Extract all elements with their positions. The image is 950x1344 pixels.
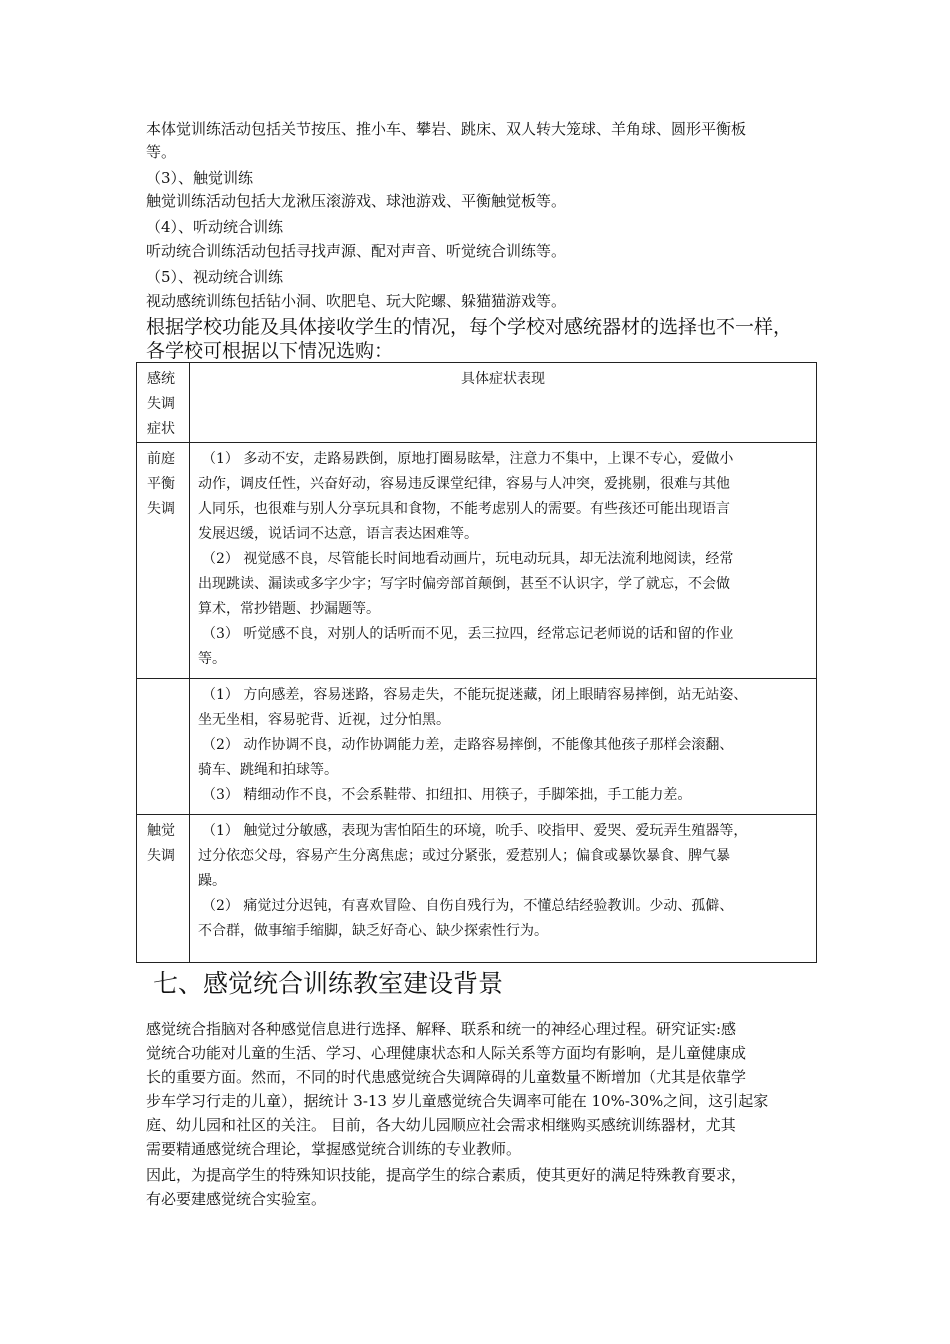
- row-content-proprioceptive: （1） 方向感差，容易迷路，容易走失，不能玩捉迷藏，闭上眼睛容易摔倒，站无站姿、 坐无坐相，容易驼背、近视，过分怕黑。 （2） 动作协调不良，动作协调能力差，走路容易摔倒，不能像其他孩子那样会滚翻、 骑车、跳绳和拍球等。 （3） 精细动作不良，不会系鞋带、扣纽扣、用筷子，手脚笨拙，手工能力差。: [190, 679, 817, 815]
- lead-line-1: 根据学校功能及具体接收学生的情况，每个学校对感统器材的选择也不一样，: [146, 316, 793, 338]
- symptom-table: [136, 362, 817, 963]
- section-7-line: 感觉统合指脑对各种感觉信息进行选择、解释、联系和统一的神经心理过程。研究证实:感: [146, 1020, 737, 1038]
- section-7-line: 觉统合功能对儿童的生活、学习、心理健康状态和人际关系等方面均有影响，是儿童健康成: [146, 1044, 747, 1062]
- row-content-tactile: （1） 触觉过分敏感，表现为害怕陌生的环境，吮手、咬指甲、爱哭、爱玩弄生殖器等， 过分依恋父母，容易产生分离焦虑；或过分紧张，爱惹别人；偏食或暴饮暴食、脾气暴 躁。 （2） 痛觉过分迟钝，有喜欢冒险、自伤自残行为，不懂总结经验教训。少动、孤僻、 不合群，做事缩手缩脚，缺乏好奇心、缺少探索性行为。: [190, 815, 817, 963]
- row-label-tactile: 触觉 失调: [137, 815, 190, 963]
- intro-line-2: 等。: [146, 143, 177, 161]
- text-visual: 视动感统训练包括钻小洞、吹肥皂、玩大陀螺、躲猫猫游戏等。: [146, 292, 567, 310]
- section-7-line: 因此，为提高学生的特殊知识技能，提高学生的综合素质，使其更好的满足特殊教育要求，: [146, 1166, 747, 1184]
- section-7-line: 庭、幼儿园和社区的关注。 目前，各大幼儿园顺应社会需求相继购买感统训练器材，尤其: [146, 1116, 736, 1134]
- intro-line-1: 本体觉训练活动包括关节按压、推小车、攀岩、跳床、双人转大笼球、羊角球、圆形平衡板: [146, 120, 747, 138]
- text-auditory: 听动统合训练活动包括寻找声源、配对声音、听觉统合训练等。: [146, 242, 567, 260]
- row-label-vestibular: 前庭 平衡 失调: [137, 443, 190, 679]
- section-7-line: 需要精通感觉统合理论，掌握感觉统合训练的专业教师。: [146, 1140, 522, 1158]
- subheading-auditory: （4）、听动统合训练: [146, 218, 284, 236]
- header-cell-type: 感统 失调 症状: [137, 363, 190, 443]
- table-header-row: [137, 363, 817, 443]
- lead-line-2: 各学校可根据以下情况选购：: [146, 340, 394, 362]
- row-label-proprioceptive: [137, 679, 190, 815]
- table-row: [137, 679, 817, 815]
- section-7-line: 步车学习行走的儿童），据统计 3-13 岁儿童感觉统合失调率可能在 10%-30%之间，这引起家: [146, 1092, 769, 1110]
- section-7-heading: 七、感觉统合训练教室建设背景: [153, 969, 504, 998]
- table-row: [137, 443, 817, 679]
- section-7-line: 有必要建感觉统合实验室。: [146, 1190, 327, 1208]
- subheading-tactile: （3）、触觉训练: [146, 169, 254, 187]
- section-7-line: 长的重要方面。然而，不同的时代患感觉统合失调障碍的儿童数量不断增加（尤其是依靠学: [146, 1068, 747, 1086]
- header-cell-symptoms: 具体症状表现: [190, 363, 817, 443]
- text-tactile: 触觉训练活动包括大龙湫压滚游戏、球池游戏、平衡触觉板等。: [146, 192, 567, 210]
- subheading-visual: （5）、视动统合训练: [146, 268, 284, 286]
- row-content-vestibular: （1） 多动不安，走路易跌倒，原地打圈易眩晕，注意力不集中，上课不专心，爱做小 动作，调皮任性，兴奋好动，容易违反课堂纪律，容易与人冲突，爱挑剔，很难与其他 人同乐，也很难与别人分享玩具和食物，不能考虑别人的需要。有些孩还可能出现语言 发展迟缓，说话词不达意，语言表达困难等。 （2） 视觉感不良，尽管能长时间地看动画片，玩电动玩具，却无法流利地阅读，经常 出现跳读、漏读或多字少字；写字时偏旁部首颠倒，甚至不认识字，学了就忘，不会做 算术，常抄错题、抄漏题等。 （3） 听觉感不良，对别人的话听而不见，丢三拉四，经常忘记老师说的话和留的作业 等。: [190, 443, 817, 679]
- table-row: [137, 815, 817, 963]
